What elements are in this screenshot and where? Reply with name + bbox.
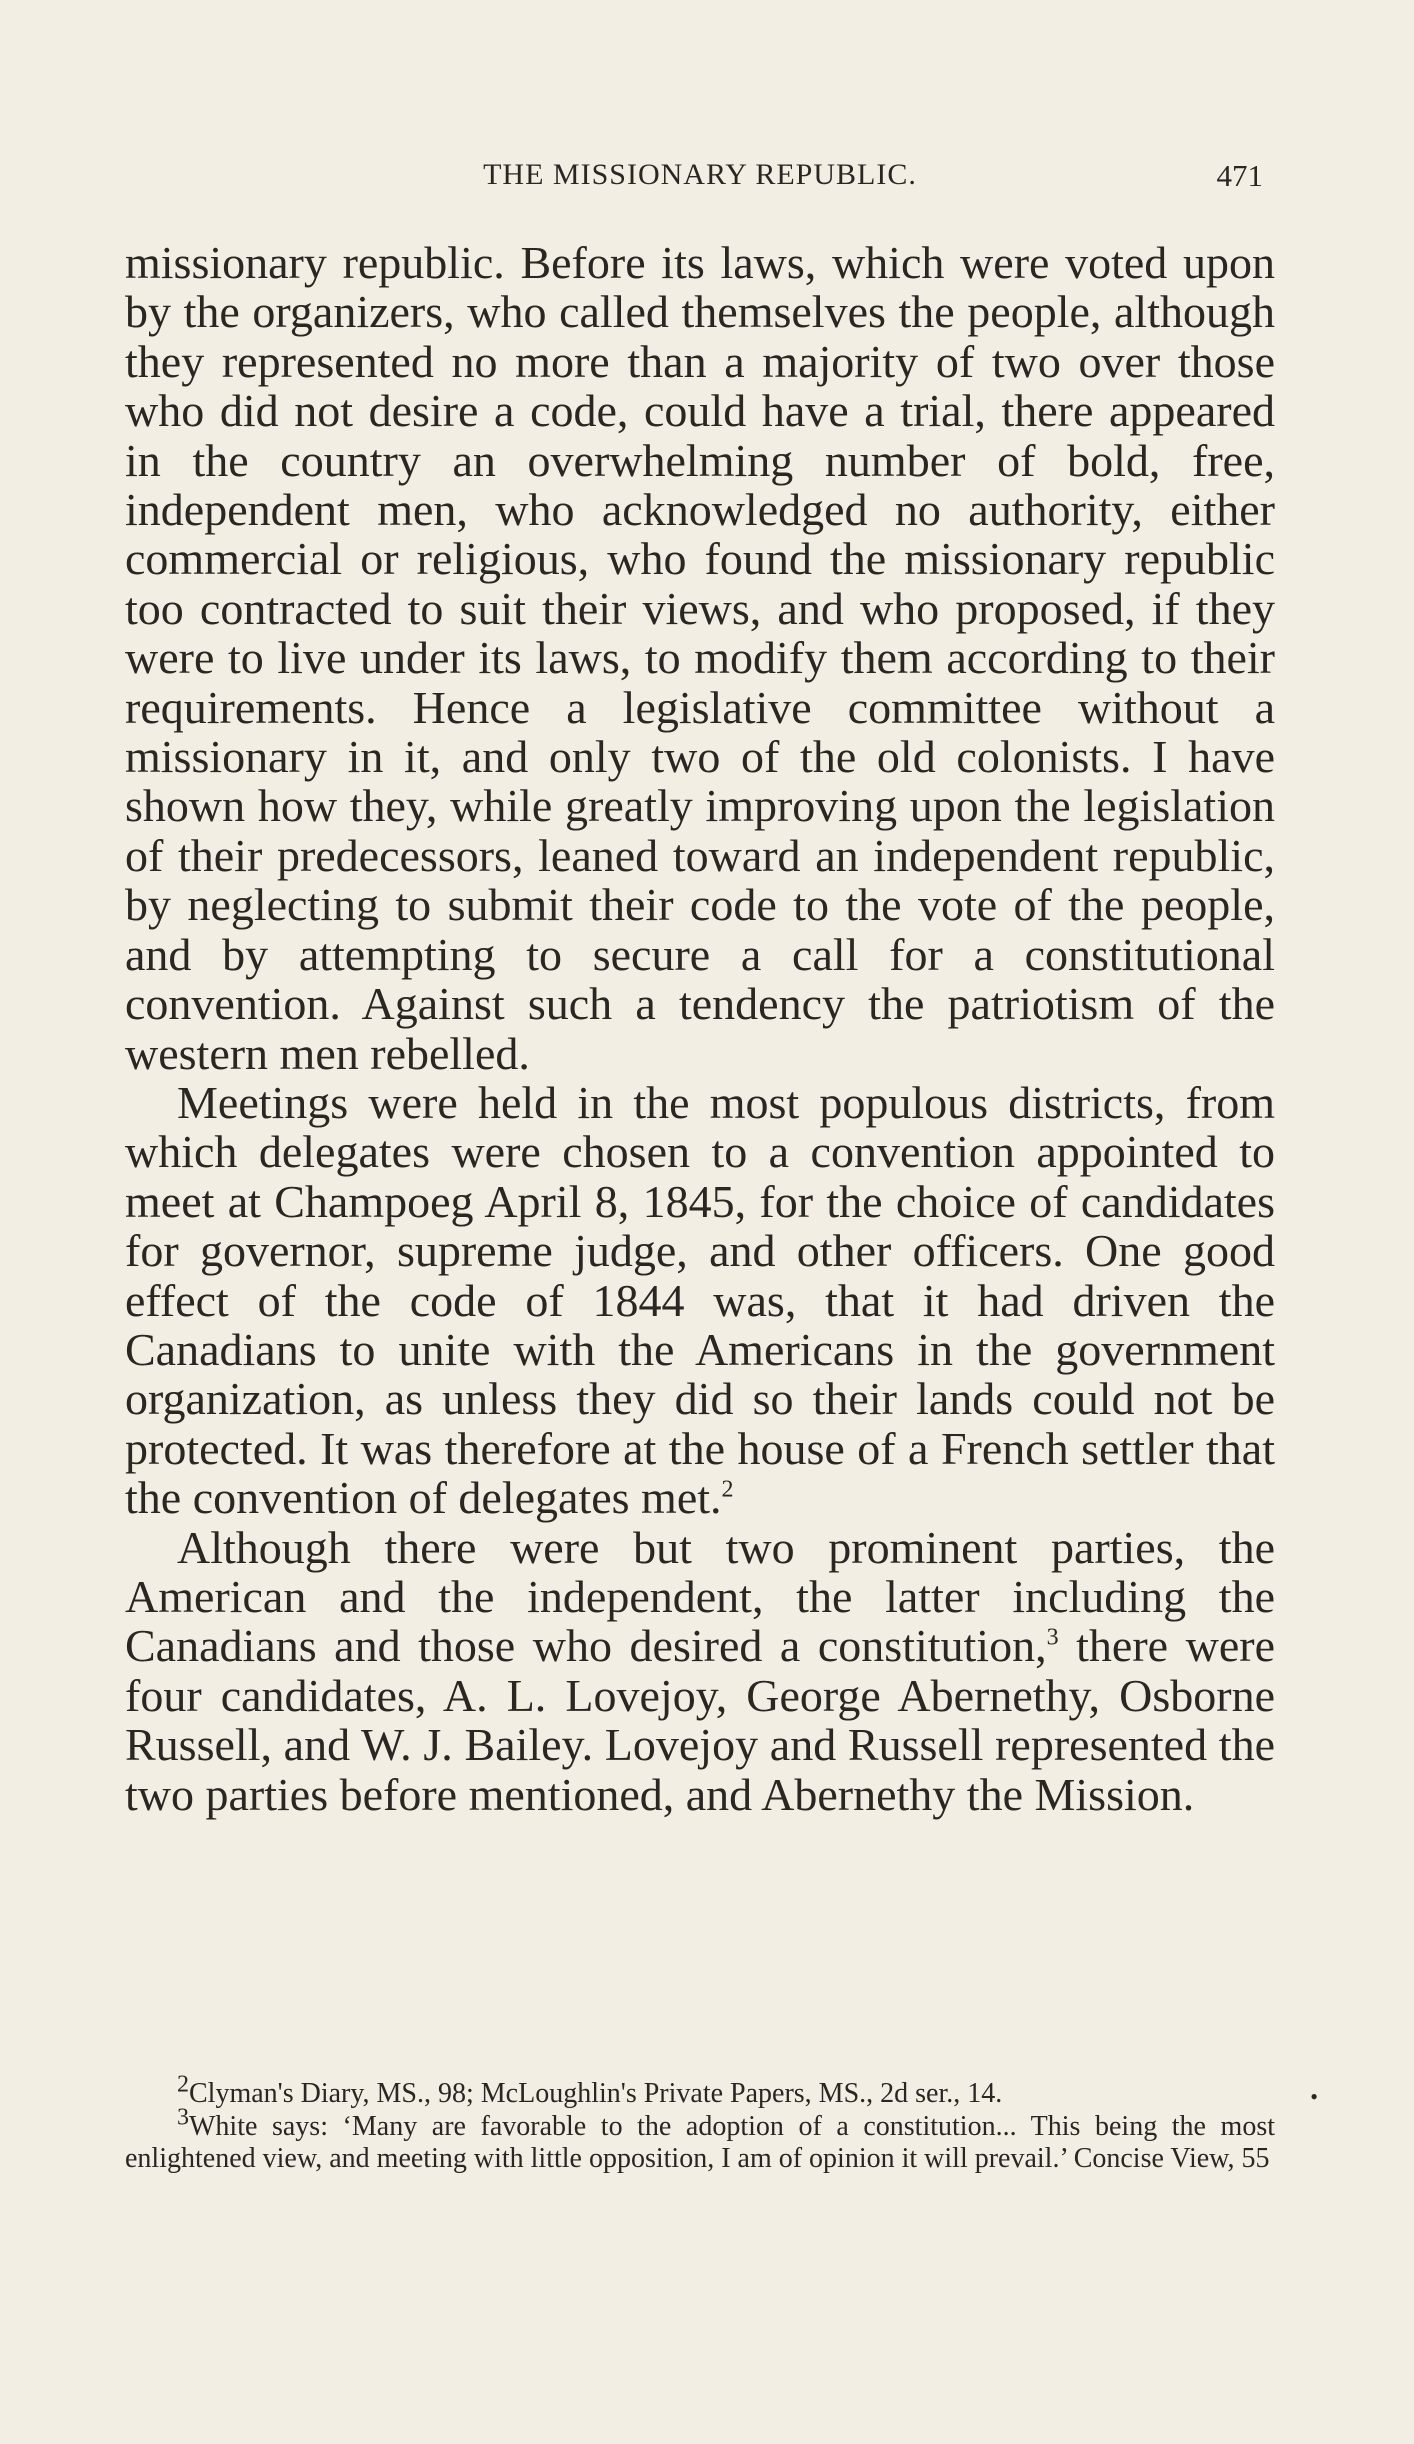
footnote-ref-2: 2 <box>721 1476 734 1503</box>
print-speck: • <box>1310 2084 1318 2109</box>
paragraph-1 <box>125 238 1275 1078</box>
footnote-number: 2 <box>177 2071 189 2098</box>
footnote-number: 3 <box>177 2104 189 2131</box>
footnote-2 <box>125 2071 1275 2111</box>
footnote-ref-3: 3 <box>1046 1625 1059 1652</box>
footnote-3 <box>125 2104 1275 2176</box>
body-text <box>125 238 1275 1819</box>
paragraph-text: Meetings were held in the most populous districts, from which delegates were chosen to a convention appointed to meet at Champoeg April 8, 1845, for the choice of candidates for governor, supreme judge, and other officers. One good effect of the code of 1844 was, that it had driven the Canadians to unite with the Americans in the government organization, as unless they did so their lands could not be protected. It was therefore at the house of a French settler that the convention of delegates met. <box>125 1076 1275 1524</box>
footnote-text: White says: ‘Many are favorable to the adoption of a constitution... This being the most enlightened view, and meeting with little opposition, I am of opinion it will prevail.’ Concise View, 55 <box>125 2110 1275 2174</box>
paragraph-text-continued: there were four candidates, A. L. Lovejoy, George Abernethy, Osborne Russell, and W. J. Bailey. Lovejoy and Russell represented the two parties before mentioned, and Abernethy the Mission. <box>125 1620 1275 1820</box>
paragraph-text: missionary republic. Before its laws, which were voted upon by the organizers, who called themselves the people, although they represented no more than a majority of two over those who did not desire a code, could have a trial, there appeared in the country an overwhelming number of bold, free, independent men, who acknowledged no authority, either commercial or religious, who found the missionary republic too contracted to suit their views, and who proposed, if they were to live under its laws, to modify them according to their requirements. Hence a legislative committee without a missionary in it, and only two of the old colonists. I have shown how they, while greatly improving upon the legislation of their predecessors, leaned toward an independent republic, by neglecting to submit their code to the vote of the people, and by attempting to secure a call for a constitutional convention. Against such a tendency the patriotism of the western men rebelled. <box>125 237 1275 1079</box>
footnotes <box>125 2071 1275 2176</box>
footnote-text: Clyman's Diary, MS., 98; McLoughlin's Private Papers, MS., 2d ser., 14. <box>189 2078 1003 2109</box>
page-header <box>125 158 1275 198</box>
page-number: 471 <box>1216 158 1263 193</box>
paragraph-2 <box>125 1078 1275 1523</box>
paragraph-3 <box>125 1523 1275 1819</box>
paragraph-text: Although there were but two prominent parties, the American and the independent, the latter including the Canadians and those who desired a constitution, <box>125 1521 1275 1672</box>
running-title: THE MISSIONARY REPUBLIC. <box>483 158 917 191</box>
